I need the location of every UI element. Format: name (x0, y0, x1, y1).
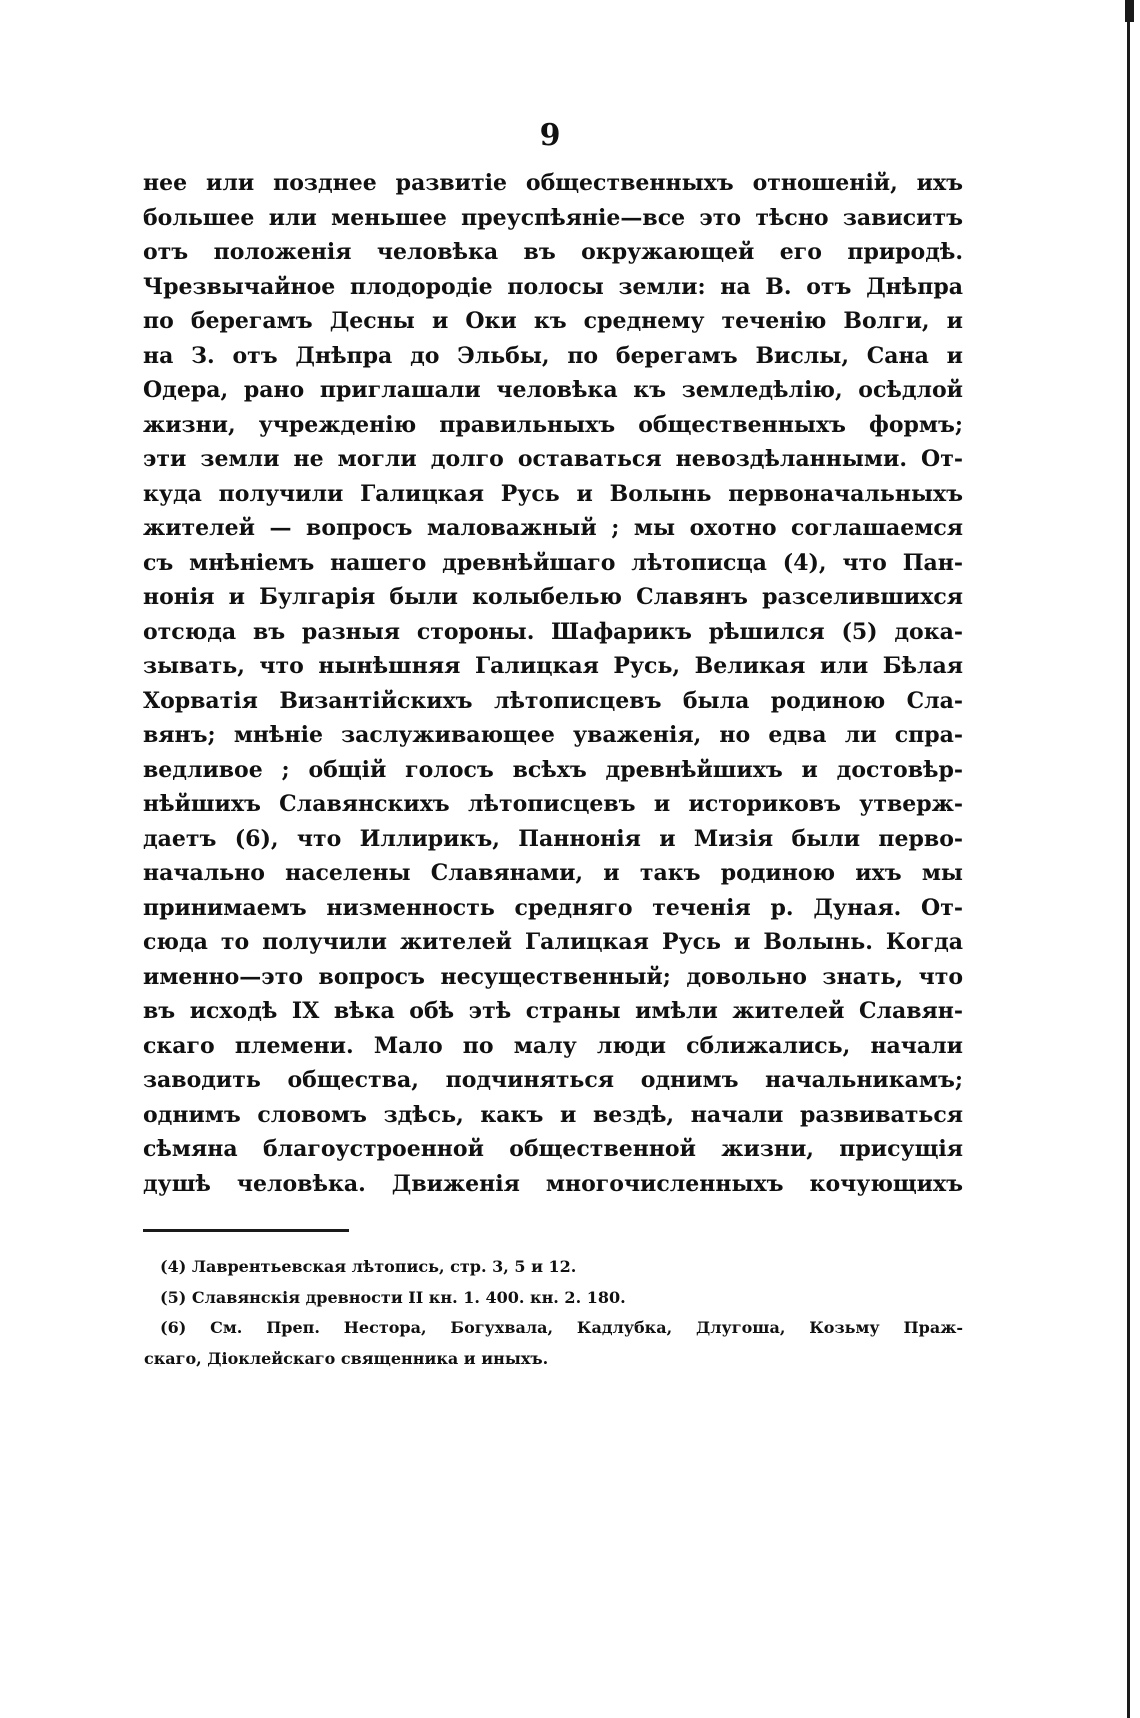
text-line: нее или позднее развитіе общественныхъ отношеній, ихъ (143, 170, 963, 196)
text-line: Одера, рано приглашали человѣка къ земледѣлію, осѣдлой (143, 377, 963, 403)
text-line: нѣйшихъ Славянскихъ лѣтописцевъ и историковъ утверж- (143, 791, 963, 817)
text-line: жизни, учрежденію правильныхъ общественныхъ формъ; (143, 411, 963, 438)
text-line: заводить общества, подчиняться однимъ начальникамъ; (143, 1067, 963, 1093)
text-line: на З. отъ Днѣпра до Эльбы, по берегамъ Вислы, Сана и (143, 342, 963, 369)
text-line: скаго племени. Мало по малу люди сближались, начали (143, 1032, 963, 1059)
text-line: нонія и Булгарія были колыбелью Славянъ разселившихся (143, 584, 963, 610)
footnote-6: (6) См. Преп. Нестора, Богухвала, Кадлубка, Длугоша, Козьму Праж- (160, 1318, 963, 1338)
footnotes (144, 1252, 963, 1375)
text-line: ведливое ; общій голосъ всѣхъ древнѣйшихъ и достовѣр- (143, 756, 963, 783)
text-line: жителей — вопросъ маловажный ; мы охотно соглашаемся (143, 515, 963, 541)
text-line: именно—это вопросъ несущественный; довольно знать, что (143, 963, 963, 990)
page-edge-line (1127, 0, 1130, 1718)
page-edge-mark (1125, 0, 1134, 22)
text-line: отъ положенія человѣка въ окружающей его природѣ. (143, 239, 963, 265)
footnote-5: (5) Славянскія древности II кн. 1. 400. кн. 2. 180. (160, 1287, 626, 1307)
text-line: однимъ словомъ здѣсь, какъ и вездѣ, начали развиваться (143, 1101, 963, 1128)
footnote-separator (143, 1229, 349, 1232)
footnote-6-continuation: скаго, Діоклейскаго священника и иныхъ. (144, 1349, 549, 1369)
text-line: даетъ (6), что Иллирикъ, Паннонія и Мизія были перво- (143, 825, 963, 852)
text-line: начально населены Славянами, и такъ родиною ихъ мы (143, 860, 963, 886)
text-line: зывать, что нынѣшняя Галицкая Русь, Великая или Бѣлая (143, 653, 963, 679)
text-line: душѣ человѣка. Движенія многочисленныхъ кочующихъ (143, 1170, 963, 1197)
text-line: вянъ; мнѣніе заслуживающее уваженія, но едва ли спра- (143, 722, 963, 748)
text-line: въ исходѣ IX вѣка обѣ этѣ страны имѣли жителей Славян- (143, 998, 963, 1024)
text-line: куда получили Галицкая Русь и Волынь первоначальныхъ (143, 480, 963, 507)
text-line: большее или меньшее преуспѣяніе—все это тѣсно зависитъ (143, 204, 963, 231)
footnote-4: (4) Лаврентьевская лѣтопись, стр. 3, 5 и 12. (160, 1257, 577, 1276)
text-line: Чрезвычайное плодородіе полосы земли: на В. отъ Днѣпра (143, 273, 963, 300)
text-line: сѣмяна благоустроенной общественной жизни, присущія (143, 1136, 963, 1162)
text-line: по берегамъ Десны и Оки къ среднему теченію Волги, и (143, 308, 963, 334)
main-text (143, 166, 963, 1201)
page-number: 9 (539, 118, 561, 153)
text-line: отсюда въ разныя стороны. Шафарикъ рѣшился (5) дока- (143, 618, 963, 645)
text-line: принимаемъ низменность средняго теченія р. Дуная. От- (143, 894, 963, 921)
text-line: Хорватія Византійскихъ лѣтописцевъ была родиною Сла- (143, 687, 963, 714)
text-line: съ мнѣніемъ нашего древнѣйшаго лѣтописца (4), что Пан- (143, 549, 963, 576)
text-line: эти земли не могли долго оставаться невоздѣланными. От- (143, 446, 963, 472)
text-line: сюда то получили жителей Галицкая Русь и Волынь. Когда (143, 929, 963, 955)
